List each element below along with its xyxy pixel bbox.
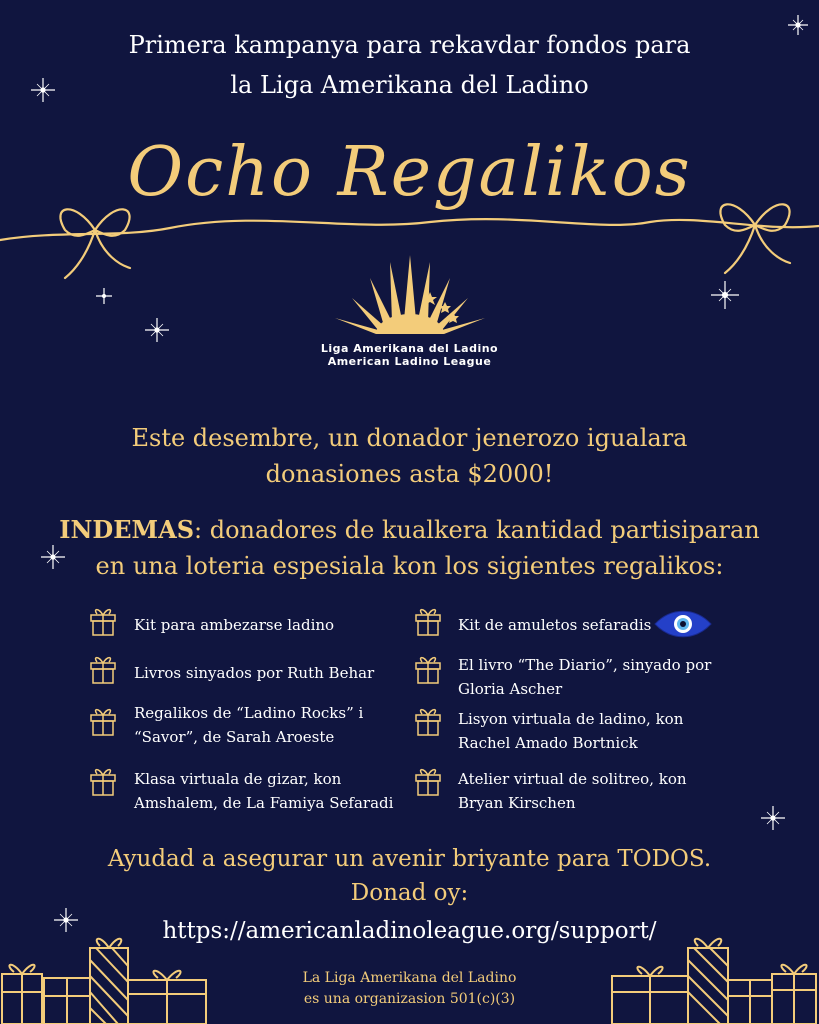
cta-line-2: Donad oy: (350, 880, 469, 906)
gift-right-1-line-1: Kit de amuletos sefaradis (458, 616, 652, 634)
match-line-2: donasiones asta $2000! (265, 460, 554, 488)
footer-line-1: La Liga Amerikana del Ladino (302, 970, 517, 986)
gift-icon (413, 605, 443, 637)
sparkle-icon (761, 806, 785, 830)
gift-left-1-line-1: Kit para ambezarse ladino (134, 616, 335, 634)
cta-text (0, 842, 819, 910)
gift-icon (88, 605, 118, 637)
sparkle-icon (145, 318, 169, 342)
indemas-line-2: en una loteria espesiala kon los sigientes regalikos: (95, 552, 724, 580)
gift-left-3-line-1: Regalikos de “Ladino Rocks” i (134, 704, 364, 722)
bow-icon (60, 209, 130, 278)
gift-stack-icon (608, 930, 819, 1024)
gift-icon (413, 653, 443, 685)
gift-icon (413, 705, 443, 737)
main-title: Ocho Regalikos (127, 133, 692, 212)
gift-right-4-line-2: Bryan Kirschen (458, 794, 576, 812)
logo-line-1: Liga Amerikana del Ladino (320, 342, 499, 355)
gift-icon (88, 653, 118, 685)
gift-icon (88, 765, 118, 797)
gift-icon (413, 765, 443, 797)
gift-right-2-line-1: El livro “The Diario”, sinyado por (458, 656, 712, 674)
gift-right-3-line-2: Rachel Amado Bortnick (458, 734, 638, 752)
match-text (0, 420, 819, 492)
gift-left-4-line-2: Amshalem, de La Famiya Sefaradi (134, 794, 394, 812)
gift-right-3-line-1: Lisyon virtuala de ladino, kon (458, 710, 684, 728)
match-line-1: Este desembre, un donador jenerozo igualara (131, 424, 688, 452)
logo-line-2: American Ladino League (327, 355, 492, 368)
evil-eye-icon (653, 609, 713, 639)
gift-right-4-line-1: Atelier virtual de solitreo, kon (458, 770, 687, 788)
header-line-2: la Liga Amerikana del Ladino (230, 71, 589, 99)
gift-left-2-line-1: Livros sinyados por Ruth Behar (134, 664, 375, 682)
gift-icon (88, 705, 118, 737)
gift-left-4-line-1: Klasa virtuala de gizar, kon (134, 770, 342, 788)
logo-text (0, 342, 819, 368)
donation-link[interactable]: https://americanladinoleague.org/support/ (162, 918, 657, 944)
cta-line-1: Ayudad a asegurar un avenir briyante para TODOS. (107, 846, 712, 872)
footer-line-2: es una organizasion 501(c)(3) (303, 991, 516, 1007)
campaign-header (0, 28, 819, 102)
gift-right-2-line-2: Gloria Ascher (458, 680, 563, 698)
sparkle-icon (711, 281, 739, 309)
header-line-1: Primera kampanya para rekavdar fondos para (128, 31, 691, 59)
indemas-text (0, 512, 819, 584)
gift-stack-icon (0, 930, 220, 1024)
sun-logo-icon (330, 250, 490, 340)
indemas-bold: INDEMAS (59, 515, 195, 544)
sparkle-icon (96, 288, 112, 304)
indemas-rest: : donadores de kualkera kantidad partisiparan (194, 516, 760, 544)
gift-left-3-line-2: “Savor”, de Sarah Aroeste (134, 728, 335, 746)
